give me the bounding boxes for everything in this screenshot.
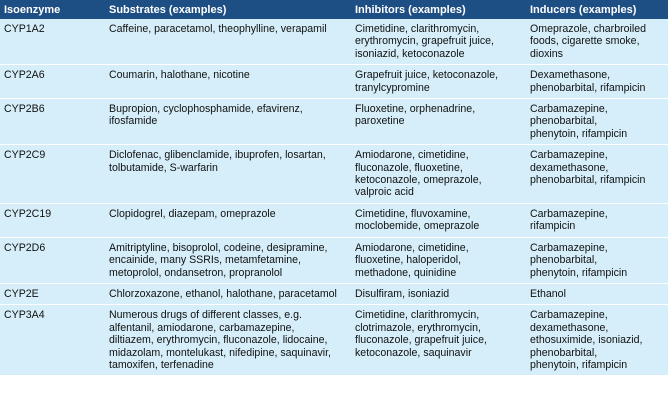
cell-inhibitors [351,145,526,204]
cell-isoenzyme: CYP2A6 [0,65,105,99]
inhibitors-line: Disulfiram, isoniazid [355,287,450,300]
inducers-line: foods, cigarette smoke, [530,35,640,48]
table-body [0,19,668,376]
inducers-line: phenobarbital, [530,115,598,128]
table-row [0,99,668,145]
substrates-line: midazolam, montelukast, nifedipine, saquinavir, [109,346,331,359]
inducers-line: rifampicin [530,220,576,233]
cell-isoenzyme: CYP2D6 [0,237,105,283]
inducers-line: phenobarbital, rifampicin [530,174,646,187]
cell-inhibitors [351,203,526,237]
inducers-line: Carbamazepine, [530,149,608,162]
table-row [0,19,668,65]
inhibitors-line: Cimetidine, fluvoxamine, [355,207,471,220]
cell-substrates [105,145,351,204]
inhibitors-line: Cimetidine, clarithromycin, [355,23,480,35]
inhibitors-line: Amiodarone, cimetidine, [355,149,469,162]
cell-inhibitors [351,305,526,376]
cell-inducers [526,99,668,145]
cell-substrates [105,305,351,376]
cell-inducers [526,19,668,65]
inducers-line: Omeprazole, charbroiled [530,23,646,35]
inhibitors-line: paroxetine [355,115,405,128]
table-row [0,203,668,237]
substrates-line: Diclofenac, glibenclamide, ibuprofen, losartan, [109,149,326,162]
inducers-line: phenobarbital, rifampicin [530,81,646,94]
cell-inducers [526,145,668,204]
cell-substrates [105,19,351,65]
cell-inhibitors [351,99,526,145]
cell-substrates [105,203,351,237]
cell-inhibitors [351,237,526,283]
substrates-line: metoprolol, ondansetron, propranolol [109,266,283,279]
header-inducers: Inducers (examples) [530,3,637,16]
cell-inducers [526,283,668,304]
substrates-line: Chlorzoxazone, ethanol, halothane, paracetamol [109,287,337,300]
inducers-line: Carbamazepine, [530,309,608,322]
cell-isoenzyme: CYP3A4 [0,305,105,376]
substrates-line: Caffeine, paracetamol, theophylline, verapamil [109,23,327,35]
inhibitors-line: fluconazole, grapefruit juice, [355,334,487,347]
cell-substrates [105,99,351,145]
table-row [0,305,668,376]
inhibitors-line: Amiodarone, cimetidine, [355,241,469,254]
inhibitors-line: Grapefruit juice, ketoconazole, [355,69,499,82]
inhibitors-line: methadone, quinidine [355,266,457,279]
inhibitors-line: moclobemide, omeprazole [355,220,480,233]
substrates-line: diltiazem, erythromycin, fluconazole, lidocaine, [109,334,328,347]
substrates-line: tamoxifen, terfenadine [109,358,214,371]
header-substrates: Substrates (examples) [109,3,227,16]
inducers-line: dioxins [530,47,563,60]
inducers-line: phenobarbital, [530,346,598,359]
substrates-line: ifosfamide [109,115,158,128]
cell-inhibitors [351,65,526,99]
inhibitors-line: erythromycin, grapefruit juice, [355,35,494,48]
table-row [0,145,668,204]
cell-inhibitors [351,19,526,65]
cell-substrates [105,65,351,99]
substrates-line: Coumarin, halothane, nicotine [109,69,250,82]
inducers-line: Carbamazepine, [530,241,608,254]
cell-inducers [526,203,668,237]
substrates-line: Numerous drugs of different classes, e.g. [109,309,302,322]
inducers-line: dexamethasone, [530,321,609,334]
table-row [0,283,668,304]
substrates-line: encainide, many SSRIs, metamfetamine, [109,254,301,267]
cell-inducers [526,237,668,283]
inducers-line: Dexamethasone, [530,69,611,82]
inducers-line: ethosuximide, isoniazid, [530,334,643,347]
cell-isoenzyme: CYP2C9 [0,145,105,204]
inhibitors-line: ketoconazole, omeprazole, [355,174,482,187]
cell-isoenzyme: CYP2C19 [0,203,105,237]
inhibitors-line: valproic acid [355,186,414,199]
cell-isoenzyme: CYP2B6 [0,99,105,145]
inducers-line: dexamethasone, [530,161,609,174]
inducers-line: phenytoin, rifampicin [530,127,628,140]
inducers-line: phenytoin, rifampicin [530,358,628,371]
inhibitors-line: fluoxetine, haloperidol, [355,254,462,267]
inhibitors-line: tranylcypromine [355,81,430,94]
table-row [0,65,668,99]
inducers-line: Carbamazepine, [530,103,608,116]
inhibitors-line: fluconazole, fluoxetine, [355,161,463,174]
substrates-line: Bupropion, cyclophosphamide, efavirenz, [109,103,303,116]
inhibitors-line: Fluoxetine, orphenadrine, [355,103,476,116]
substrates-line: alfentanil, amiodarone, carbamazepine, [109,321,295,334]
substrates-line: Amitriptyline, bisoprolol, codeine, desipramine, [109,241,328,254]
table-row [0,237,668,283]
inducers-line: Ethanol [530,287,566,300]
inducers-line: phenytoin, rifampicin [530,266,628,279]
cell-isoenzyme: CYP1A2 [0,19,105,65]
substrates-line: Clopidogrel, diazepam, omeprazole [109,207,276,220]
substrates-line: tolbutamide, S-warfarin [109,161,218,174]
header-inhibitors: Inhibitors (examples) [355,3,466,16]
cell-isoenzyme: CYP2E [0,283,105,304]
cell-substrates [105,283,351,304]
inhibitors-line: clotrimazole, erythromycin, [355,321,481,334]
inhibitors-line: ketoconazole, saquinavir [355,346,472,359]
header-isoenzyme: Isoenzyme [4,3,61,16]
inducers-line: Carbamazepine, [530,207,608,220]
cell-inhibitors [351,283,526,304]
header-row [0,0,668,19]
inhibitors-line: Cimetidine, clarithromycin, [355,309,480,322]
cell-inducers [526,65,668,99]
inducers-line: phenobarbital, [530,254,598,267]
inhibitors-line: isoniazid, ketoconazole [355,47,465,60]
cell-inducers [526,305,668,376]
cell-substrates [105,237,351,283]
table-header [0,0,668,19]
